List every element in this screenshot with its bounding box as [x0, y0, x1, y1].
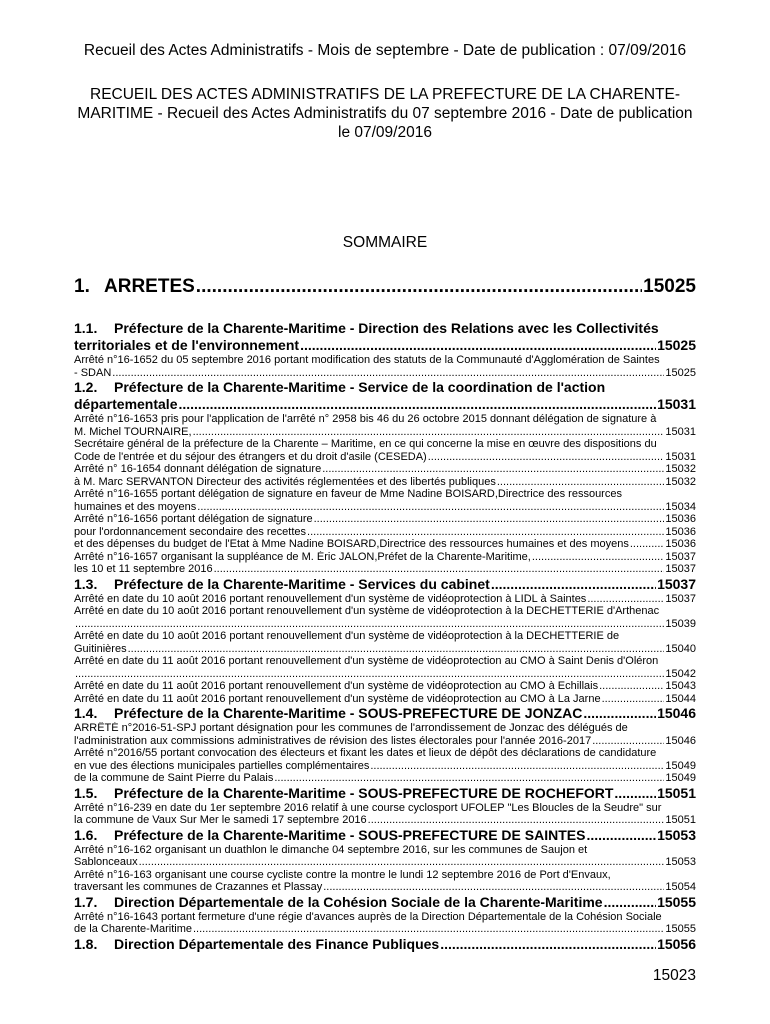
toc-section-1-8[interactable]: 1.8. Direction Départementale des Finance Publiques ..... 15056 — [74, 936, 696, 953]
section-page: 15046 — [657, 705, 696, 721]
toc-entry[interactable]: et des dépenses du budget de l'Etat à Mme Nadine BOISARD,Directrice des ressources humaines et des moyens ..... 15036 — [74, 538, 696, 551]
toc-section-1-4[interactable]: 1.4. Préfecture de la Charente-Maritime - SOUS-PREFECTURE DE JONZAC ..... 15046 — [74, 705, 696, 722]
toc-entry[interactable]: Arrêté n° 16-1654 donnant délégation de signature ..... 15032 — [74, 463, 696, 476]
toc-entry[interactable]: les 10 et 11 septembre 2016 ..... 15037 — [74, 563, 696, 576]
toc-entry[interactable]: Arrêté n°16-1656 portant délégation de signature ..... 15036 — [74, 513, 696, 526]
toc-entry[interactable]: Arrêté n°16-239 en date du 1er septembre 2016 relatif à une course cyclosport UFOLEP "Les Bloucles de la Seudre" sur la commune de Vaux Sur Mer le samedi 17 septembre 2016 ..... 15051 — [74, 802, 696, 827]
section-page: 15037 — [657, 575, 696, 592]
toc-entry[interactable]: Arrêté n°16-162 organisant un duathlon le dimanche 04 septembre 2016, sur les communes de Saujon et Sablonceaux ..... 15053 — [74, 844, 696, 869]
chapter-page: 15025 — [643, 276, 696, 297]
section-page: 15051 — [657, 784, 696, 801]
toc-section-1-7[interactable]: 1.7. Direction Départementale de la Cohésion Sociale de la Charente-Maritime ..... 15055 — [74, 894, 696, 911]
toc-entry[interactable]: Secrétaire général de la préfecture de la Charente – Maritime, en ce qui concerne la mise en œuvre des dispositions du Code de l'entrée et du séjour des étrangers et du droit d'asile (CESEDA) ..... 15031 — [74, 438, 696, 463]
sommaire-heading: SOMMAIRE — [342, 234, 428, 251]
toc-section-1-2[interactable]: 1.2. Préfecture de la Charente-Maritime - Service de la coordination de l'action départementale ..... 15031 — [74, 379, 696, 413]
toc-chapter-arretes[interactable] — [74, 274, 696, 300]
section-page: 15056 — [657, 935, 696, 952]
toc-entries-1-6 — [74, 844, 696, 894]
section-title: Préfecture de la Charente-Maritime - Services du cabinet — [114, 575, 490, 592]
section-page: 15053 — [657, 826, 696, 843]
section-title: Préfecture de la Charente-Maritime - SOUS-PREFECTURE DE SAINTES — [114, 826, 586, 843]
title-line-2: MARITIME - Recueil des Actes Administratifs du 07 septembre 2016 - Date de publication — [77, 105, 693, 122]
toc-entry[interactable]: Arrêté en date du 10 août 2016 portant renouvellement d'un système de vidéoprotection à la DECHETTERIE d'Arthenac ..... 15039 — [74, 605, 696, 630]
toc-entry[interactable]: pour l'ordonnancement secondaire des recettes ..... 15036 — [74, 526, 696, 539]
chapter-title: ARRETES — [104, 276, 195, 297]
section-page: 15031 — [657, 396, 696, 412]
document-title — [60, 85, 710, 142]
toc-entry[interactable]: Arrêté n°16-1657 organisant la suppléance de M. Éric JALON,Préfet de la Charente-Maritime, ..... 15037 — [74, 551, 696, 564]
toc-entry[interactable]: Arrêté n°16-1655 portant délégation de signature en faveur de Mme Nadine BOISARD,Directrice des ressources humaines et des moyens ..... 15034 — [74, 488, 696, 513]
toc-entry[interactable]: Arrêté n°16-163 organisant une course cycliste contre la montre le lundi 12 septembre 2016 de Port d'Envaux, traversant les communes de Crazannes et Plassay ..... 15054 — [74, 869, 696, 894]
title-line-1: RECUEIL DES ACTES ADMINISTRATIFS DE LA PREFECTURE DE LA CHARENTE- — [90, 86, 680, 103]
toc-entry[interactable]: Arrêté en date du 11 août 2016 portant renouvellement d'un système de vidéoprotection au CMO à Echillais ..... 15043 — [74, 680, 696, 693]
toc-section-1-5[interactable]: 1.5. Préfecture de la Charente-Maritime - SOUS-PREFECTURE DE ROCHEFORT ..... 15051 — [74, 785, 696, 802]
toc-entry[interactable]: Arrêté en date du 10 août 2016 portant renouvellement d'un système de vidéoprotection à la DECHETTERIE de Guitinières ..... 15040 — [74, 630, 696, 655]
toc-entry[interactable]: Arrêté n°16-1643 portant fermeture d'une régie d'avances auprès de la Direction Départementale de la Cohésion Sociale de la Charente-Maritime ..... 15055 — [74, 911, 696, 936]
toc-entries-1-3 — [74, 593, 696, 706]
running-header: Recueil des Actes Administratifs - Mois de septembre - Date de publication : 07/09/2016 — [83, 42, 687, 59]
toc-entry[interactable]: ARRÊTÉ n°2016-51-SPJ portant désignation pour les communes de l'arrondissement de Jonzac des délégués de l'administration aux commissions administratives de révision des listes électorales pour l'année 2016-2017 ..... 15046 — [74, 722, 696, 747]
title-line-3: le 07/09/2016 — [338, 124, 432, 141]
section-title: Direction Départementale des Finance Publiques — [114, 935, 440, 952]
section-title: Préfecture de la Charente-Maritime - SOUS-PREFECTURE DE JONZAC — [114, 705, 583, 721]
toc-entry[interactable]: Arrêté en date du 11 août 2016 portant renouvellement d'un système de vidéoprotection au CMO à Saint Denis d'Oléron ..... 15042 — [74, 655, 696, 680]
toc-section-1-3[interactable]: 1.3. Préfecture de la Charente-Maritime - Services du cabinet ..... 15037 — [74, 576, 696, 593]
chapter-number: 1. — [74, 276, 90, 297]
section-title: Direction Départementale de la Cohésion Sociale de la Charente-Maritime — [114, 893, 603, 910]
toc-entry[interactable]: à M. Marc SERVANTON Directeur des activités réglementées et des libertés publiques ..... 15032 — [74, 476, 696, 489]
section-page: 15055 — [657, 893, 696, 910]
toc-entry[interactable]: Arrêté n°16-1653 pris pour l'application de l'arrêté n° 2958 bis 46 du 26 octobre 2015 donnant délégation de signature à M. Michel TOURNAIRE, ..... 15031 — [74, 413, 696, 438]
table-of-contents — [74, 274, 696, 953]
section-title-cont: territoriales et de l'environnement — [74, 337, 300, 353]
toc-entries-1-4 — [74, 722, 696, 785]
toc-entry[interactable]: de la commune de Saint Pierre du Palais ..... 15049 — [74, 772, 696, 785]
section-title-cont: départementale — [74, 396, 178, 412]
section-title: Préfecture de la Charente-Maritime - Service de la coordination de l'action — [114, 379, 606, 395]
toc-entry[interactable]: Arrêté en date du 10 août 2016 portant renouvellement d'un système de vidéoprotection à LIDL à Saintes ..... 15037 — [74, 593, 696, 606]
toc-entries-1-2 — [74, 413, 696, 576]
section-page: 15025 — [657, 337, 696, 353]
toc-entry[interactable]: Arrêté en date du 11 août 2016 portant renouvellement d'un système de vidéoprotection au CMO à La Jarne ..... 15044 — [74, 693, 696, 706]
toc-entry[interactable]: Arrêté n°16-1652 du 05 septembre 2016 portant modification des statuts de la Communauté d'Agglomération de Saintes - SDAN ..... 15025 — [74, 354, 696, 379]
section-title: Préfecture de la Charente-Maritime - Direction des Relations avec les Collectivités — [114, 320, 659, 336]
toc-entry[interactable]: Arrêté n°2016/55 portant convocation des électeurs et fixant les dates et lieux de dépôt des déclarations de candidature en vue des élections municipales partielles complémentaires ..... 15049 — [74, 747, 696, 772]
page-number: 15023 — [652, 967, 696, 984]
toc-section-1-1[interactable]: 1.1. Préfecture de la Charente-Maritime - Direction des Relations avec les Collectivités territoriales et de l'environnement ..... 15025 — [74, 320, 696, 354]
toc-section-1-6[interactable]: 1.6. Préfecture de la Charente-Maritime - SOUS-PREFECTURE DE SAINTES ..... 15053 — [74, 827, 696, 844]
section-title: Préfecture de la Charente-Maritime - SOUS-PREFECTURE DE ROCHEFORT — [114, 784, 614, 801]
